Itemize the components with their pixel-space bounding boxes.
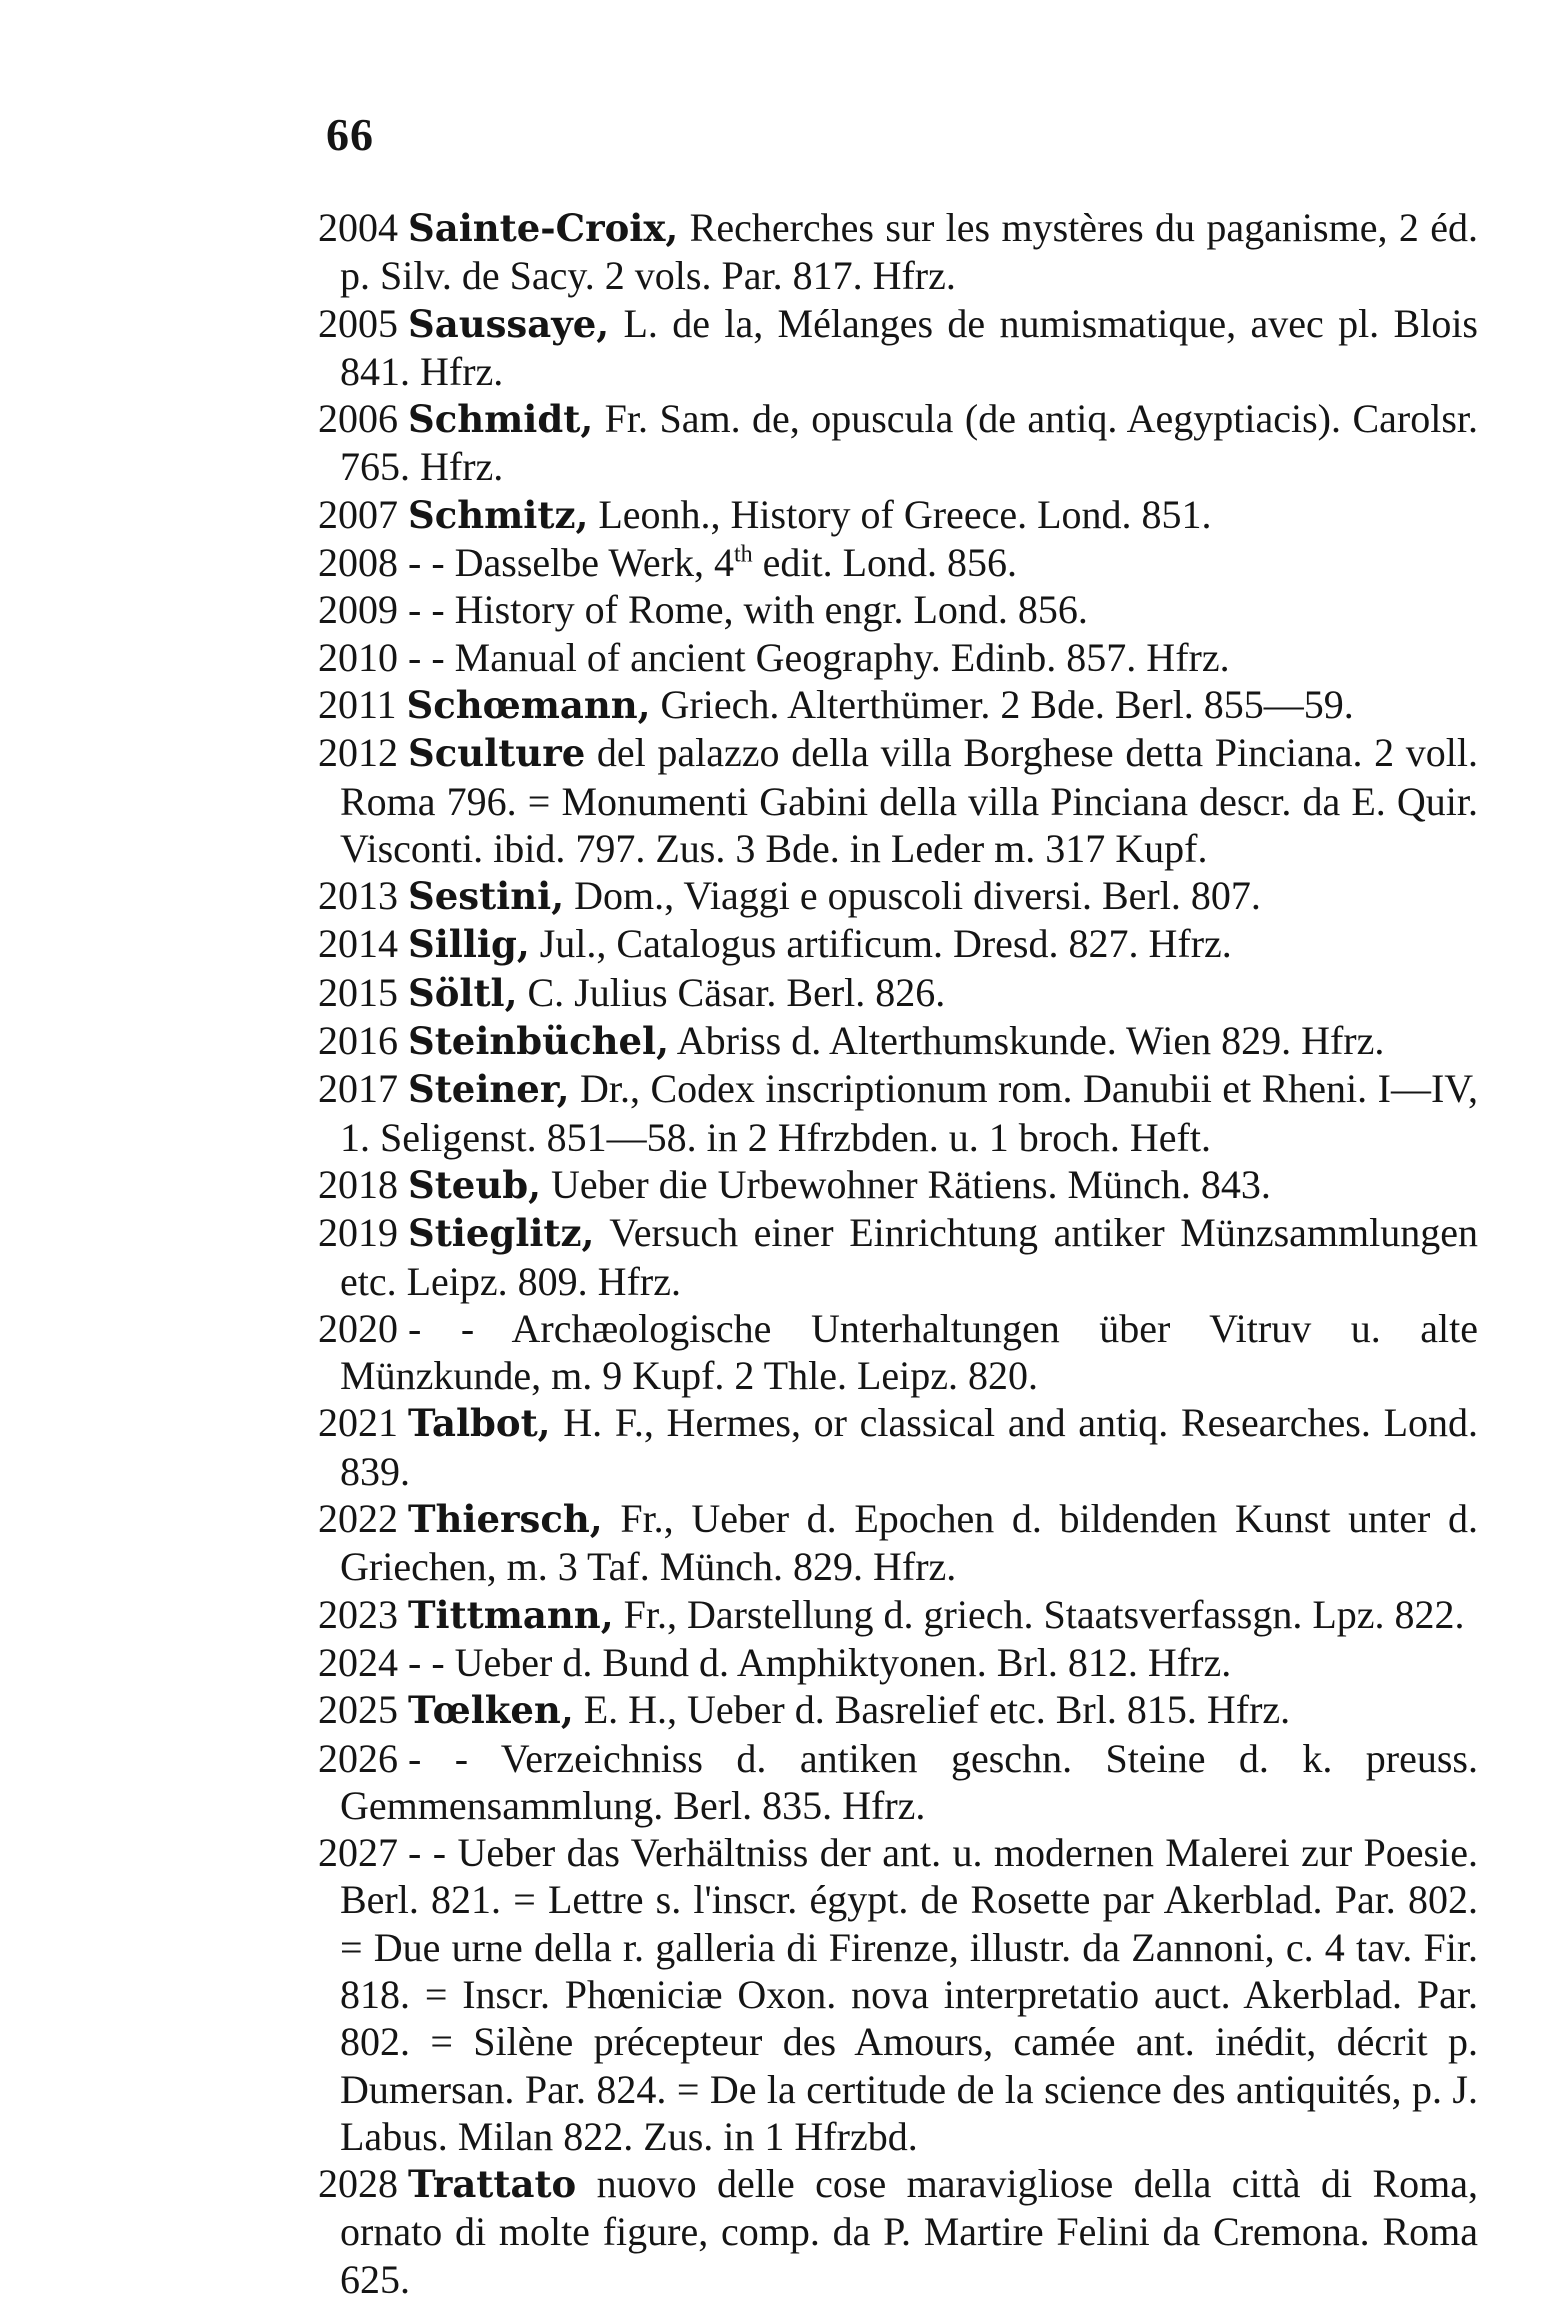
catalog-entry [318,1829,1478,2160]
entry-author: Thiersch, [408,1497,603,1542]
entry-text-continued: edit. Lond. 856. [752,540,1018,586]
entry-text: - - Verzeichniss d. antiken geschn. Steine d. k. preuss. Gemmensammlung. Berl. 835. Hfrz. [340,1735,1478,1828]
entry-author: Talbot, [408,1401,551,1446]
catalog-entry [318,539,1478,586]
entry-text: Recherches sur les mystères du paganisme, 2 éd. p. Silv. de Sacy. 2 vols. Par. 817. Hfrz. [340,205,1478,299]
entry-number: 2019 [318,1210,398,1256]
entry-text: Versuch einer Einrichtung antiker Münzsammlungen etc. Leipz. 809. Hfrz. [340,1210,1478,1304]
entry-author: Schœmann, [406,682,651,727]
entry-text: - - Ueber das Verhältniss der ant. u. modernen Malerei zur Poesie. Berl. 821. = Lettre s. l'inscr. égypt. de Rosette par Akerblad. Par. 802. = Due urne della r. galleria di Firenze, illustr. da Zannoni, c. 4 tav. Fir. 818. = Inscr. Phœniciæ Oxon. nova interpretatio auct. Akerblad. Par. 802. = Silène précepteur des Amours, camée ant. inédit, décrit p. Dumersan. Par. 824. = De la certitude de la science des antiquités, p. J. Labus. Milan 822. Zus. in 1 Hfrzbd. [340,1830,1478,2159]
entry-text: E. H., Ueber d. Basrelief etc. Brl. 815. Hfrz. [573,1687,1291,1733]
catalog-entry [318,872,1478,920]
catalog-entry [318,1305,1478,1400]
entry-author: Stieglitz, [408,1211,595,1256]
entry-number: 2023 [318,1591,398,1637]
entry-number: 2026 [318,1735,398,1781]
entry-author: Söltl, [408,970,518,1015]
entry-number: 2015 [318,969,398,1015]
entry-number: 2004 [318,205,398,250]
catalog-entries [318,204,1478,2303]
catalog-entry [318,1591,1478,1639]
entry-number: 2025 [318,1687,398,1733]
entry-number: 2006 [318,396,398,442]
catalog-entry [318,395,1478,491]
entry-number: 2012 [318,730,398,776]
entry-text: - - Ueber d. Bund d. Amphiktyonen. Brl. 812. Hfrz. [408,1639,1232,1685]
catalog-entry [318,1065,1478,1161]
entry-number: 2022 [318,1496,398,1542]
entry-author: Sillig, [408,922,530,967]
entry-author: Steiner, [408,1067,570,1112]
entry-text: Leonh., History of Greece. Lond. 851. [588,491,1212,537]
entry-number: 2021 [318,1400,398,1446]
entry-text: - - History of Rome, with engr. Lond. 856. [408,587,1088,633]
catalog-entry [318,969,1478,1017]
catalog-entry [318,1495,1478,1591]
entry-text: nuovo delle cose maravigliose della città di Roma, ornato di molte figure, comp. da P. Martire Felini da Cremona. Roma 625. [340,2161,1478,2302]
entry-text: Dr., Codex inscriptionum rom. Danubii et Rheni. I—IV, 1. Seligenst. 851—58. in 2 Hfrzbden. u. 1 broch. Heft. [340,1066,1478,1160]
catalog-entry [318,729,1478,872]
entry-text: Ueber die Urbewohner Rätiens. Münch. 843. [541,1161,1271,1207]
entry-number: 2009 [318,587,398,633]
catalog-entry [318,920,1478,968]
entry-author: Schmidt, [408,397,594,442]
entry-text: C. Julius Cäsar. Berl. 826. [517,969,946,1015]
entry-author: Sestini, [408,874,565,919]
catalog-entry [318,1399,1478,1495]
entry-author: Steinbüchel, [408,1019,669,1064]
entry-text: Fr. Sam. de, opuscula (de antiq. Aegyptiacis). Carolsr. 765. Hfrz. [340,396,1478,490]
entry-number: 2024 [318,1639,398,1685]
catalog-entry [318,1161,1478,1209]
entry-number: 2005 [318,300,398,346]
entry-author: Trattato [408,2162,577,2207]
entry-author: Tittmann, [408,1592,614,1637]
entry-text: H. F., Hermes, or classical and antiq. Researches. Lond. 839. [340,1400,1478,1494]
catalog-entry [318,2160,1478,2303]
entry-number: 2008 [318,540,398,586]
catalog-entry [318,1639,1478,1686]
catalog-entry [318,1017,1478,1065]
entry-author: Schmitz, [408,492,589,537]
entry-text: Fr., Ueber d. Epochen d. bildenden Kunst unter d. Griechen, m. 3 Taf. Münch. 829. Hfrz. [340,1496,1478,1590]
catalog-entry [318,491,1478,539]
entry-number: 2027 [318,1830,398,1876]
entry-number: 2014 [318,921,398,967]
catalog-entry [318,300,1478,396]
entry-author: Sainte-Croix, [408,206,679,250]
entry-text: Dom., Viaggi e opuscoli diversi. Berl. 807. [564,873,1261,919]
entry-number: 2016 [318,1018,398,1064]
catalog-entry [318,204,1478,300]
entry-text: Abriss d. Alterthumskunde. Wien 829. Hfrz. [669,1018,1385,1064]
entry-text: - - Archæologische Unterhaltungen über Vitruv u. alte Münzkunde, m. 9 Kupf. 2 Thle. Leipz. 820. [340,1305,1478,1399]
entry-number: 2028 [318,2161,398,2207]
entry-superscript: th [733,541,753,568]
entry-text: - - Dasselbe Werk, 4 [408,540,734,586]
entry-text: Griech. Alterthümer. 2 Bde. Berl. 855—59. [650,681,1354,727]
entry-number: 2017 [318,1066,398,1112]
entry-text: - - Manual of ancient Geography. Edinb. 857. Hfrz. [408,634,1230,680]
entry-author: Steub, [408,1162,542,1207]
entry-number: 2011 [318,681,397,727]
entry-author: Sculture [408,731,586,776]
entry-number: 2007 [318,491,398,537]
catalog-entry [318,681,1478,729]
page-number: 66 [326,109,374,160]
catalog-entry [318,1209,1478,1305]
catalog-entry [318,586,1478,633]
catalog-entry [318,1686,1478,1734]
entry-text: L. de la, Mélanges de numismatique, avec pl. Blois 841. Hfrz. [340,300,1478,394]
entry-number: 2020 [318,1305,398,1351]
entry-number: 2010 [318,634,398,680]
entry-author: Tœlken, [408,1688,574,1733]
entry-text: Fr., Darstellung d. griech. Staatsverfassgn. Lpz. 822. [613,1591,1465,1637]
entry-number: 2013 [318,873,398,919]
catalog-entry [318,1735,1478,1830]
entry-number: 2018 [318,1161,398,1207]
catalog-entry [318,634,1478,681]
entry-author: Saussaye, [408,301,610,346]
entry-text: Jul., Catalogus artificum. Dresd. 827. Hfrz. [529,921,1232,967]
entry-text: del palazzo della villa Borghese detta Pinciana. 2 voll. Roma 796. = Monumenti Gabini della villa Pinciana descr. da E. Quir. Visconti. ibid. 797. Zus. 3 Bde. in Leder m. 317 Kupf. [340,730,1478,871]
